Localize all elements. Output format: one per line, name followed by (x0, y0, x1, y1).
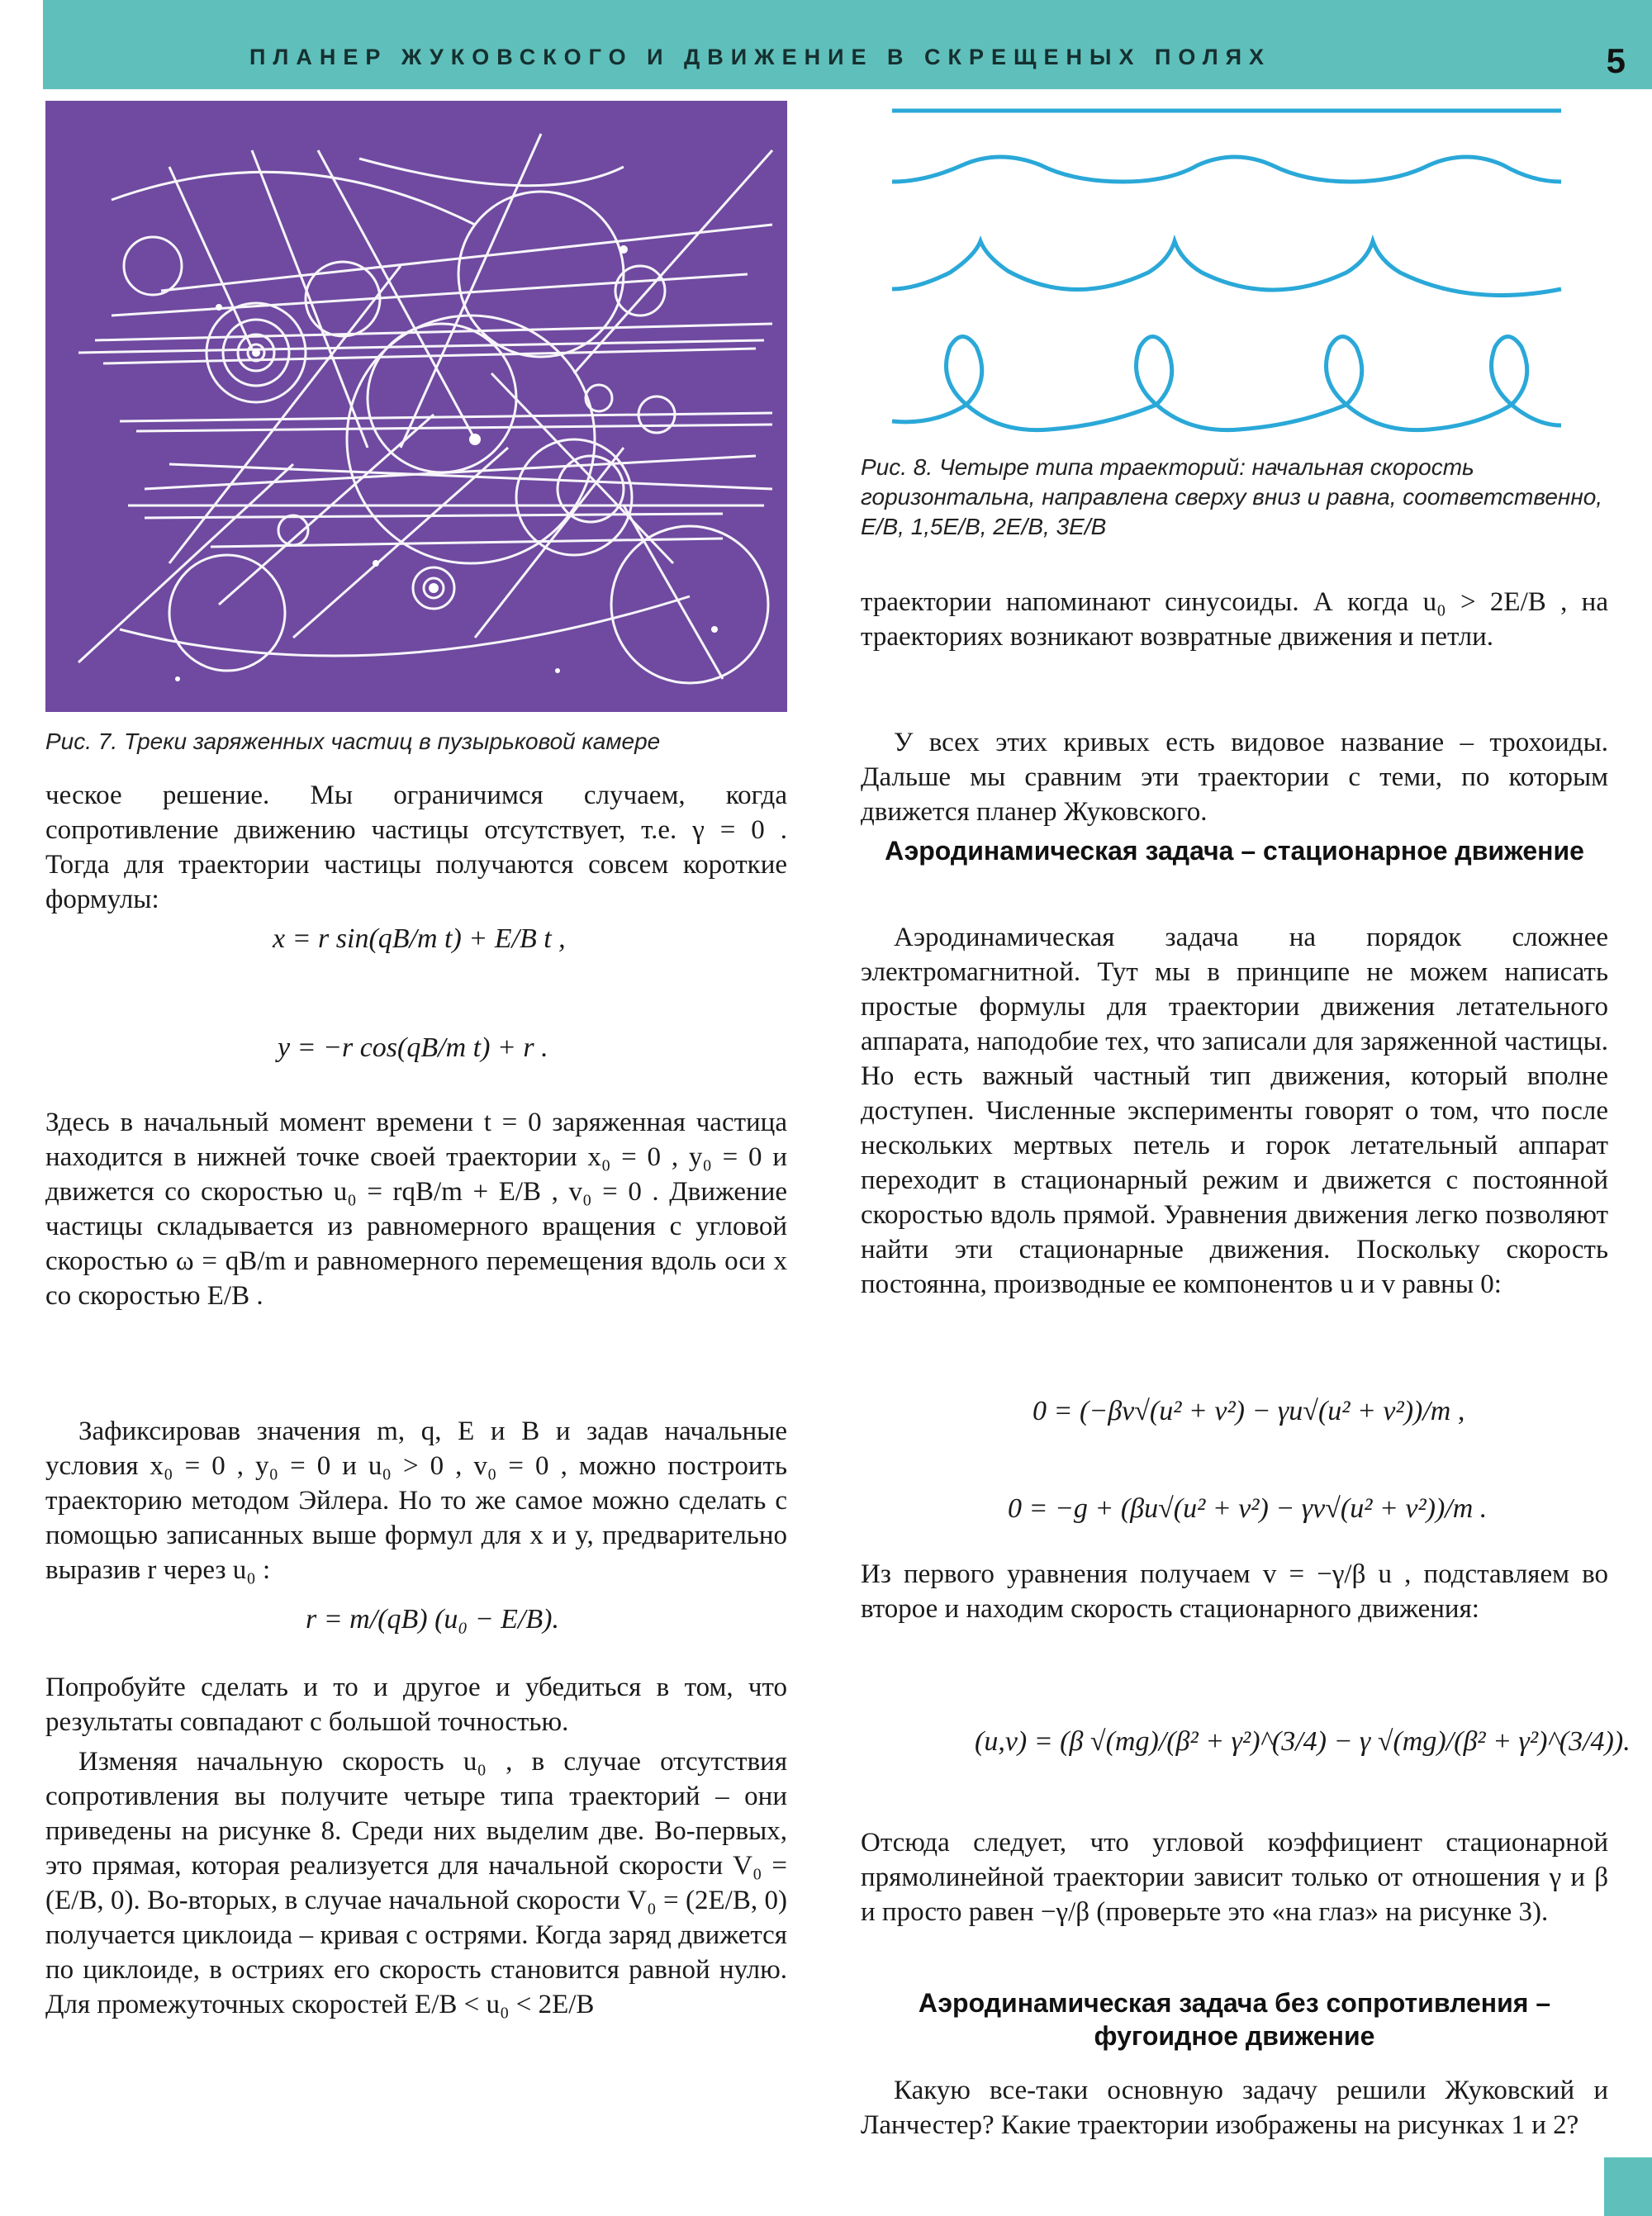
left-equation-y-text: y = −r cos(qB/m t) + r . (278, 1032, 548, 1063)
page-number: 5 (1606, 41, 1626, 80)
side-tab-decoration (1604, 2157, 1652, 2216)
trajectory-types-figure (884, 99, 1569, 446)
right-equation-2-text: 0 = −g + (βu√(u² + v²) − γv√(u² + v²))/m . (1008, 1493, 1488, 1524)
bubble-chamber-photo (45, 101, 787, 712)
right-paragraph-3: Аэродинамическая задача на порядок сложнее электромагнитной. Тут мы в принципе не можем написать простые формулы для траектории движения летательного аппарата, наподобие тех, что записали для заряженной частицы. Но есть важный частный тип движения, который вполне доступен. Численные эксперименты говорят о том, что после нескольких мертвых петель и горок летательный аппарат переходит в стационарный режим и движется с постоянной скоростью вдоль прямой. Уравнения движения легко позволяют найти эти стационарные движения. Поскольку скорость постоянна, производные ее компонентов u и v равны 0: (861, 923, 1608, 1299)
left-paragraph-5: Изменяя начальную скорость u₀ , в случае отсутствия сопротивления вы получите четыре типа траекторий – они приведены на рисунке 8. Среди них выделим две. Во-первых, это прямая, которая реализуется для начальной скорости V₀ = (E/B, 0). Во-вторых, в случае начальной скорости V₀ = (2E/B, 0) получается циклоида – кривая с острями. Когда заряд движется по циклоиде, в остриях его скорость становится равной нулю. Для промежуточных скоростей E/B < u₀ < 2E/B (45, 1747, 787, 2019)
trajectory-loops (892, 337, 1561, 430)
left-equation-r-text: r = m/(qB) (u₀ − E/B). (306, 1604, 559, 1635)
right-paragraph-1: траектории напоминают синусоиды. А когда u₀ > 2E/B , на траекториях возникают возвратные движения и петли. (861, 587, 1608, 652)
left-equation-x-text: x = r sin(qB/m t) + E/B t , (273, 923, 566, 954)
trajectory-cycloid (892, 241, 1561, 296)
section-heading-phugoid: Аэродинамическая задача без сопротивления – фугоидное движение (918, 1988, 1551, 2051)
right-equation-3 (975, 1726, 1631, 1758)
right-paragraph-4: Из первого уравнения получаем v = −γ/β u , подставляем во второе и находим скорость стационарного движения: (861, 1559, 1608, 1624)
right-equation-1-text: 0 = (−βv√(u² + v²) − γu√(u² + v²))/m , (1032, 1396, 1465, 1426)
figure8-caption: Рис. 8. Четыре типа траекторий: начальная скорость горизонтальна, направлена сверху вниз и равна, соответственно, E/B, 1,5E/B, 2E/B, 3E/B (861, 454, 1603, 539)
header-bar (43, 0, 1652, 89)
trajectory-sinusoid (892, 157, 1561, 182)
right-paragraph-2: У всех этих кривых есть видовое название – трохоиды. Дальше мы сравним эти траектории с теми, по которым движется планер Жуковского. (861, 728, 1608, 827)
left-equation-x (273, 923, 566, 955)
left-equation-y (278, 1032, 548, 1064)
left-equation-r (306, 1604, 559, 1635)
left-paragraph-1: ческое решение. Мы ограничимся случаем, когда сопротивление движению частицы отсутствует, т.е. γ = 0 . Тогда для траектории частицы получаются совсем короткие формулы: (45, 781, 787, 914)
right-paragraph-5: Отсюда следует, что угловой коэффициент стационарной прямолинейной траектории зависит только от отношения γ и β и просто равен −γ/β (проверьте это «на глаз» на рисунке 3). (861, 1828, 1608, 1927)
figure7-caption: Рис. 7. Треки заряженных частиц в пузырьковой камере (45, 728, 661, 754)
left-paragraph-2: Здесь в начальный момент времени t = 0 заряженная частица находится в нижней точке своей траектории x₀ = 0 , y₀ = 0 и движется со скоростью u₀ = rqB/m + E/B , v₀ = 0 . Движение частицы складывается из равномерного вращения с угловой скоростью ω = qB/m и равномерного перемещения вдоль оси x со скоростью E/B . (45, 1108, 787, 1311)
right-equation-3-text: (u,v) = (β √(mg)/(β² + γ²)^(3/4) − γ √(mg)/(β² + γ²)^(3/4)). (975, 1726, 1631, 1757)
right-equation-2 (1008, 1493, 1487, 1525)
left-paragraph-3: Зафиксировав значения m, q, E и B и задав начальные условия x₀ = 0 , y₀ = 0 и u₀ > 0 , v₀ = 0 , можно построить траекторию методом Эйлера. Но то же самое можно сделать с помощью записанных выше формул для x и y, предварительно выразив r через u₀ : (45, 1416, 787, 1585)
left-paragraph-4: Попробуйте сделать и то и другое и убедиться в том, что результаты совпадают с большой точностью. (45, 1673, 787, 1737)
right-paragraph-6: Какую все-таки основную задачу решили Жуковский и Ланчестер? Какие траектории изображены на рисунках 1 и 2? (861, 2076, 1608, 2140)
particle-tracks-image (45, 101, 787, 712)
section-heading-stationary: Аэродинамическая задача – стационарное движение (885, 836, 1584, 866)
running-title: ПЛАНЕР ЖУКОВСКОГО И ДВИЖЕНИЕ В СКРЕЩЕНЫХ ПОЛЯХ (249, 45, 1272, 69)
right-equation-1 (1032, 1396, 1464, 1427)
